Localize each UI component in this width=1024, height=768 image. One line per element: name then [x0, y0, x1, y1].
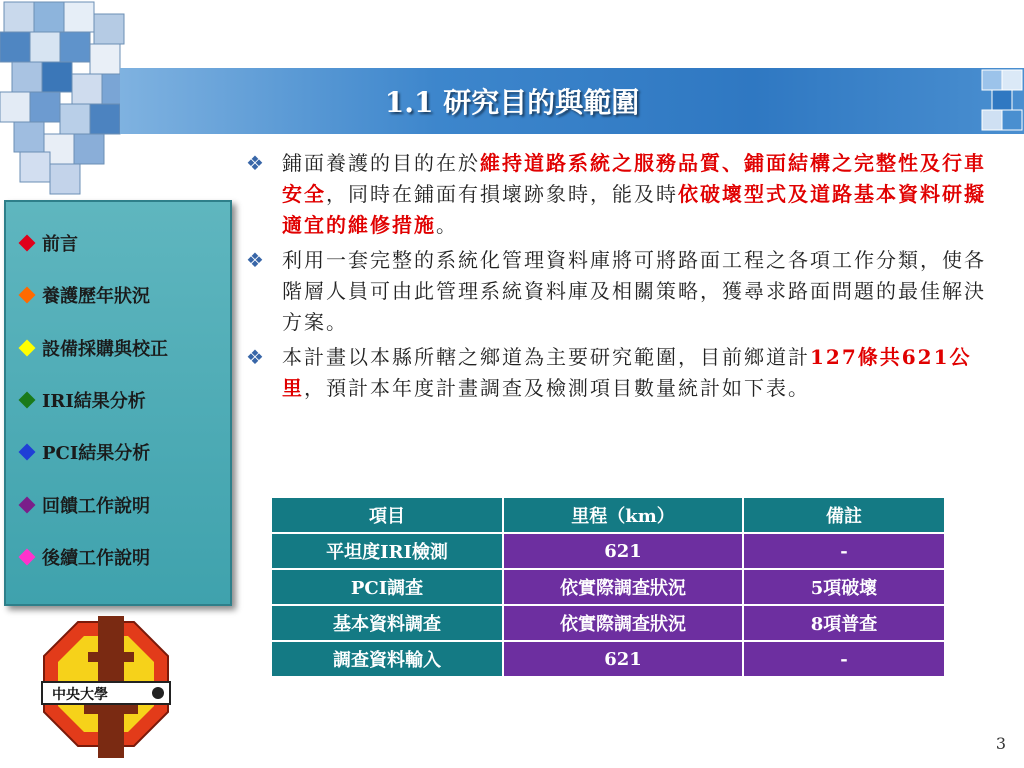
highlight-text: 127條共621公里: [282, 345, 972, 400]
table-cell: 平坦度IRI檢測: [271, 533, 503, 569]
bullet-text: 本計畫以本縣所轄之鄉道為主要研究範圍，目前鄉道計: [282, 345, 810, 369]
table-cell: 依實際調查狀況: [503, 605, 743, 641]
sidebar-item-label: 設備採購與校正: [42, 339, 168, 360]
table-header: 項目: [271, 497, 503, 533]
diamond-cluster-icon: ❖: [246, 248, 266, 272]
diamond-bullet-icon: [19, 444, 36, 461]
sidebar-item-intro[interactable]: [18, 228, 78, 258]
table-cell: 基本資料調查: [271, 605, 503, 641]
table-cell: -: [743, 641, 945, 677]
bullet-text: ，預計本年度計畫調查及檢測項目數量統計如下表。: [304, 376, 810, 400]
table-row: [271, 533, 945, 569]
content-bullets: [238, 148, 998, 408]
table-cell: PCI調查: [271, 569, 503, 605]
table-row: [271, 605, 945, 641]
sidebar-item-label: PCI結果分析: [42, 443, 151, 464]
table-cell: 621: [503, 641, 743, 677]
table-cell: 5項破壞: [743, 569, 945, 605]
sidebar-item-equipment[interactable]: [18, 333, 168, 363]
diamond-cluster-icon: ❖: [246, 151, 266, 175]
table-cell: -: [743, 533, 945, 569]
table-cell: 8項普查: [743, 605, 945, 641]
diamond-bullet-icon: [19, 235, 36, 252]
sidebar-item-feedback[interactable]: [18, 490, 150, 520]
sidebar-item-iri[interactable]: [18, 385, 146, 415]
page-title: 1.1 研究目的與範圍: [384, 86, 640, 119]
table-cell: 621: [503, 533, 743, 569]
bullet-scope: [238, 342, 998, 404]
sidebar-item-pci[interactable]: [18, 437, 150, 467]
table-row: [271, 569, 945, 605]
table-cell: 依實際調查狀況: [503, 569, 743, 605]
sidebar-nav: [4, 200, 232, 606]
bullet-text: 利用一套完整的系統化管理資料庫將可將路面工程之各項工作分類，使各階層人員可由此管理系統資料庫及相關策略，獲尋求路面問題的最佳解決方案。: [282, 248, 986, 334]
diamond-bullet-icon: [19, 340, 36, 357]
table-header: 里程（km）: [503, 497, 743, 533]
table-cell: 調查資料輸入: [271, 641, 503, 677]
diamond-bullet-icon: [19, 392, 36, 409]
sidebar-item-label: 養護歷年狀況: [42, 286, 150, 307]
bullet-purpose: [238, 148, 998, 241]
table-header: 備註: [743, 497, 945, 533]
bullet-text: 。: [436, 213, 458, 237]
highlight-text: 維持道路系統之服務品質、鋪面結構之完整性及行車安全: [282, 151, 986, 206]
sidebar-item-label: IRI結果分析: [42, 391, 146, 412]
sidebar-item-label: 前言: [42, 234, 78, 255]
survey-table: [270, 496, 946, 678]
diamond-cluster-icon: ❖: [246, 345, 266, 369]
university-logo: [38, 612, 174, 762]
sidebar-item-label: 後續工作說明: [42, 548, 150, 569]
diamond-bullet-icon: [19, 287, 36, 304]
sidebar-item-maintenance-history[interactable]: [18, 280, 150, 310]
sidebar-item-followup[interactable]: [18, 542, 150, 572]
logo-text: 中央大學: [52, 687, 108, 703]
diamond-bullet-icon: [19, 549, 36, 566]
table-header-row: [271, 497, 945, 533]
sidebar-item-label: 回饋工作說明: [42, 496, 150, 517]
bullet-text: ，同時在鋪面有損壞跡象時，能及時: [326, 182, 678, 206]
bullet-text: 鋪面養護的目的在於: [282, 151, 480, 175]
highlight-text: 依破壞型式及道路基本資料研擬適宜的維修措施: [282, 182, 986, 237]
bullet-database: [238, 245, 998, 338]
diamond-bullet-icon: [19, 497, 36, 514]
table-row: [271, 641, 945, 677]
page-number: 3: [995, 734, 1006, 753]
